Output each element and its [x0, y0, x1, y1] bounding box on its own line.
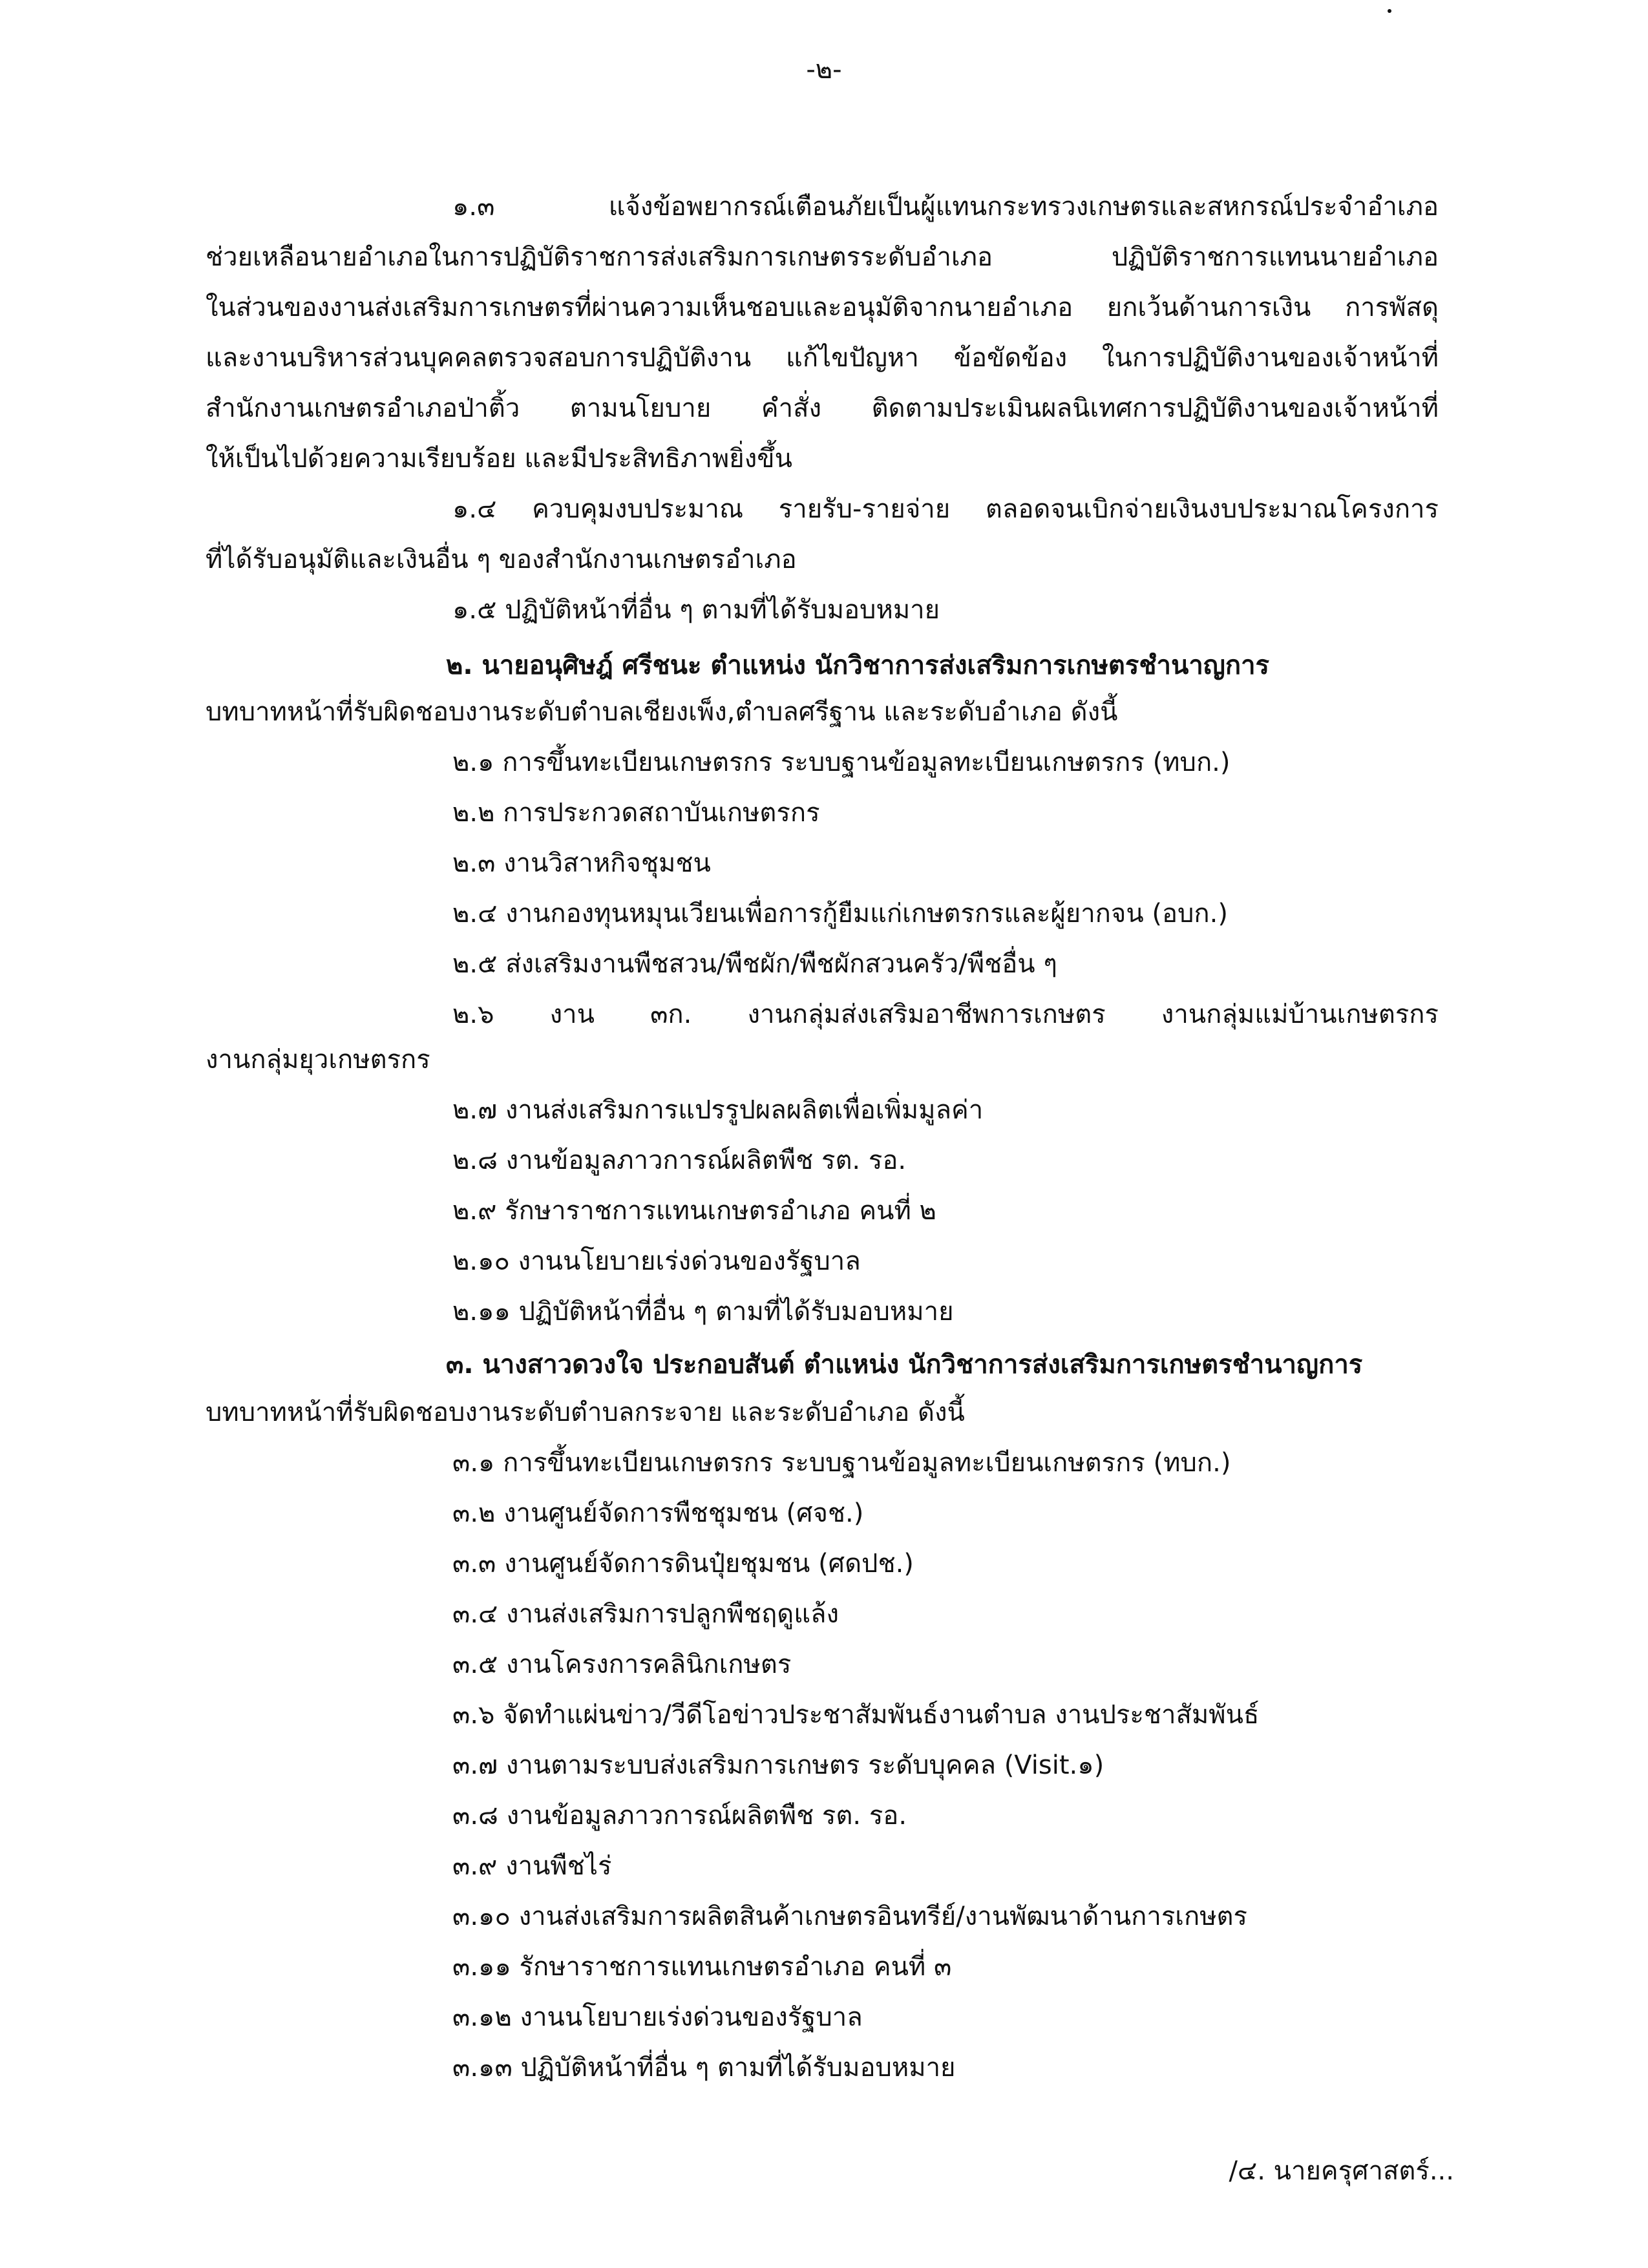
list-item-2-10: ๒.๑๐ งานนโยบายเร่งด่วนของรัฐบาล	[452, 1246, 861, 1276]
list-item-3-8: ๓.๘ งานข้อมูลภาวการณ์ผลิตพืช รต. รอ.	[452, 1801, 907, 1831]
list-item-3-13: ๓.๑๓ ปฏิบัติหน้าที่อื่น ๆ ตามที่ได้รับมอบหมาย	[452, 2053, 956, 2083]
item-1-3-line4: และงานบริหารส่วนบุคคลตรวจสอบการปฏิบัติงาน แก้ไขปัญหา ข้อขัดข้อง ในการปฏิบัติงานของเจ้าหน้าที่	[206, 343, 1439, 373]
item-1-3-line2: ช่วยเหลือนายอำเภอในการปฏิบัติราชการส่งเสริมการเกษตรระดับอำเภอ ปฏิบัติราชการแทนนายอำเภอ	[206, 242, 1439, 272]
item-1-4-line2: ที่ได้รับอนุมัติและเงินอื่น ๆ ของสำนักงานเกษตรอำเภอ	[206, 545, 797, 574]
item-1-3-line1: ๑.๓ แจ้งข้อพยากรณ์เตือนภัยเป็นผู้แทนกระทรวงเกษตรและสหกรณ์ประจำอำเภอ	[452, 192, 1439, 222]
item-1-3-line3: ในส่วนของงานส่งเสริมการเกษตรที่ผ่านความเห็นชอบและอนุมัติจากนายอำเภอ ยกเว้นด้านการเงิน การพัสดุ	[206, 293, 1439, 322]
section-3-heading: ๓. นางสาวดวงใจ ประกอบสันต์ ตำแหน่ง นักวิชาการส่งเสริมการเกษตรชำนาญการ	[446, 1350, 1363, 1380]
item-1-5: ๑.๕ ปฏิบัติหน้าที่อื่น ๆ ตามที่ได้รับมอบหมาย	[452, 595, 940, 625]
list-item-2-1: ๒.๑ การขึ้นทะเบียนเกษตรกร ระบบฐานข้อมูลทะเบียนเกษตรกร (ทบก.)	[452, 748, 1231, 777]
list-item-3-3: ๓.๓ งานศูนย์จัดการดินปุ๋ยชุมชน (ศดปช.)	[452, 1549, 914, 1579]
list-item-2-7: ๒.๗ งานส่งเสริมการแปรรูปผลผลิตเพื่อเพิ่มมูลค่า	[452, 1095, 984, 1125]
item-1-4-line1: ๑.๔ ควบคุมงบประมาณ รายรับ-รายจ่าย ตลอดจนเบิกจ่ายเงินงบประมาณโครงการ	[452, 494, 1439, 524]
list-item-3-12: ๓.๑๒ งานนโยบายเร่งด่วนของรัฐบาล	[452, 2002, 863, 2032]
list-item-2-2: ๒.๒ การประกวดสถาบันเกษตรกร	[452, 798, 820, 828]
scan-speck	[1388, 9, 1391, 13]
list-item-2-3: ๒.๓ งานวิสาหกิจชุมชน	[452, 848, 711, 878]
list-item-3-5: ๓.๕ งานโครงการคลินิกเกษตร	[452, 1650, 792, 1679]
list-item-3-11: ๓.๑๑ รักษาราชการแทนเกษตรอำเภอ คนที่ ๓	[452, 1952, 952, 1982]
section-2-intro: บทบาทหน้าที่รับผิดชอบงานระดับตำบลเชียงเพ็ง,ตำบลศรีฐาน และระดับอำเภอ ดังนี้	[206, 697, 1118, 727]
list-item-3-10: ๓.๑๐ งานส่งเสริมการผลิตสินค้าเกษตรอินทรีย์/งานพัฒนาด้านการเกษตร	[452, 1902, 1248, 1931]
list-item-2-11: ๒.๑๑ ปฏิบัติหน้าที่อื่น ๆ ตามที่ได้รับมอบหมาย	[452, 1297, 954, 1327]
list-item-3-4: ๓.๔ งานส่งเสริมการปลูกพืชฤดูแล้ง	[452, 1599, 840, 1629]
list-item-3-9: ๓.๙ งานพืชไร่	[452, 1851, 612, 1881]
list-item-2-4: ๒.๔ งานกองทุนหมุนเวียนเพื่อการกู้ยืมแก่เกษตรกรและผู้ยากจน (อบก.)	[452, 899, 1228, 929]
list-item-2-6-line2: งานกลุ่มยุวเกษตรกร	[206, 1045, 430, 1075]
list-item-2-5: ๒.๕ ส่งเสริมงานพืชสวน/พืชผัก/พืชผักสวนครัว/พืชอื่น ๆ	[452, 949, 1057, 979]
list-item-3-7: ๓.๗ งานตามระบบส่งเสริมการเกษตร ระดับบุคคล (Visit.๑)	[452, 1750, 1104, 1780]
list-item-2-8: ๒.๘ งานข้อมูลภาวการณ์ผลิตพืช รต. รอ.	[452, 1146, 907, 1175]
continuation-note: /๔. นายครุศาสตร์...	[1229, 2156, 1454, 2186]
item-1-3-line5: สำนักงานเกษตรอำเภอป่าติ้ว ตามนโยบาย คำสั่ง ติดตามประเมินผลนิเทศการปฏิบัติงานของเจ้าหน้าที่	[206, 394, 1439, 423]
list-item-2-6-line1: ๒.๖ งาน ๓ก. งานกลุ่มส่งเสริมอาชีพการเกษตร งานกลุ่มแม่บ้านเกษตรกร	[452, 1000, 1439, 1029]
item-1-3-line6: ให้เป็นไปด้วยความเรียบร้อย และมีประสิทธิภาพยิ่งขึ้น	[206, 444, 792, 474]
list-item-3-2: ๓.๒ งานศูนย์จัดการพืชชุมชน (ศจช.)	[452, 1498, 864, 1528]
list-item-3-6: ๓.๖ จัดทำแผ่นข่าว/วีดีโอข่าวประชาสัมพันธ์งานตำบล งานประชาสัมพันธ์	[452, 1700, 1260, 1730]
section-3-intro: บทบาทหน้าที่รับผิดชอบงานระดับตำบลกระจาย และระดับอำเภอ ดังนี้	[206, 1398, 965, 1427]
list-item-2-9: ๒.๙ รักษาราชการแทนเกษตรอำเภอ คนที่ ๒	[452, 1196, 936, 1226]
section-2-heading: ๒. นายอนุศิษฎ์ ศรีชนะ ตำแหน่ง นักวิชาการส่งเสริมการเกษตรชำนาญการ	[446, 651, 1270, 680]
page-number: -๒-	[806, 55, 842, 85]
list-item-3-1: ๓.๑ การขึ้นทะเบียนเกษตรกร ระบบฐานข้อมูลทะเบียนเกษตรกร (ทบก.)	[452, 1448, 1231, 1478]
